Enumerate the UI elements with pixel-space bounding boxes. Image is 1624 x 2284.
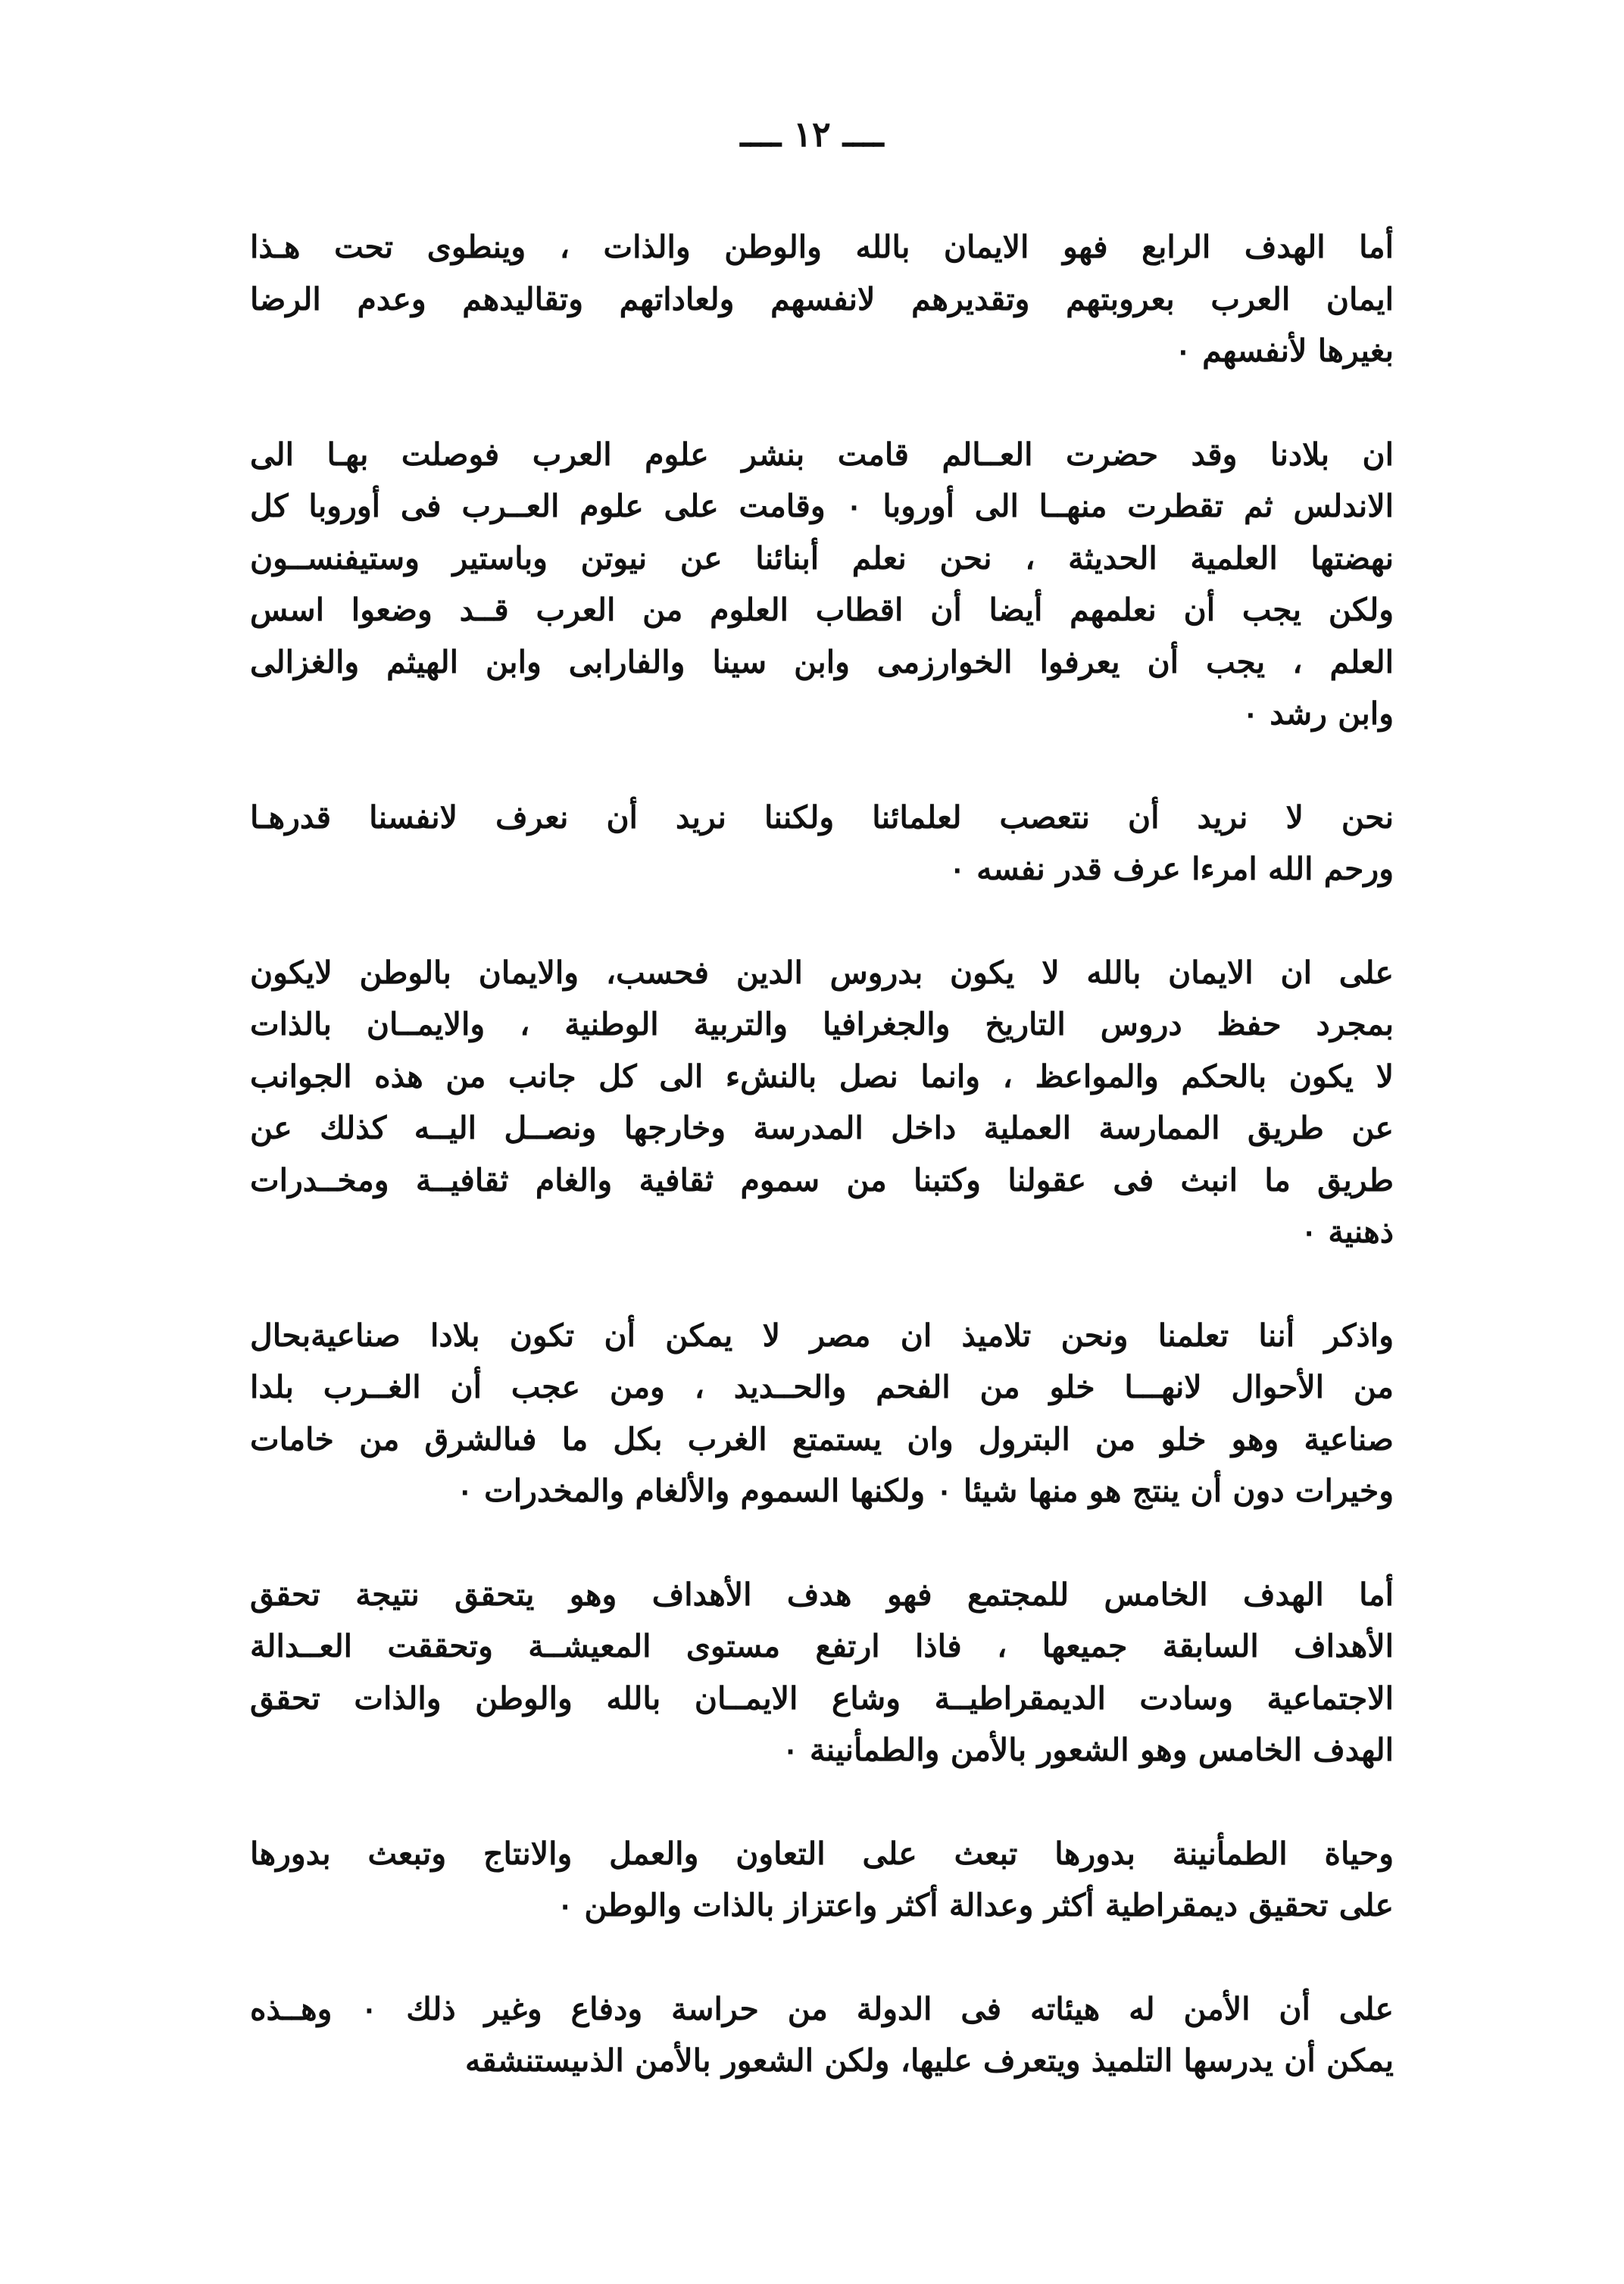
text-line: يمكن أن يدرسها التلميذ ويتعرف عليها، ولكن الشعور بالأمن الذىيستنشقه [465,2042,1394,2079]
text-line: على ان الايمان بالله لا يكون بدروس الدين فحسب، والايمان بالوطن لايكون [250,954,1394,991]
text-line: وابن رشد ٠ [1241,695,1394,732]
paragraph [250,1983,1394,2087]
paragraph [250,947,1394,1258]
text-line: الأهداف السابقة جميعها ، فاذا ارتفع مستوى المعيشــة وتحققت العــدالة [250,1628,1394,1664]
text-line: واذكر أننا تعلمنا ونحن تلاميذ ان مصر لا يمكن أن تكون بلادا صناعيةبحال [250,1317,1394,1354]
text-line: الهدف الخامس وهو الشعور بالأمن والطمأنينة ٠ [782,1732,1394,1768]
body-text [250,221,1394,2139]
text-line: وحياة الطمأنينة بدورها تبعث على التعاون والعمل والانتاج وتبعث بدورها [250,1835,1394,1872]
text-line: الاندلس ثم تقطرت منهــا الى أوروبا ٠ وقامت على علوم العــرب فى أوروبا كل [250,488,1394,524]
text-line: من الأحوال لانهـــا خلو من الفحم والحــديد ، ومن عجب أن الغــرب بلدا [250,1369,1394,1405]
text-line: على تحقيق ديمقراطية أكثر وعدالة أكثر واعتزاز بالذات والوطن ٠ [557,1887,1394,1923]
paragraph [250,1310,1394,1517]
text-line: بمجرد حفظ دروس التاريخ والجغرافيا والتربية الوطنية ، والايمــان بالذات [250,1006,1394,1042]
text-line: صناعية وهو خلو من البترول وان يستمتع الغرب بكل ما فىالشرق من خامات [250,1420,1394,1458]
text-line: عن طريق الممارسة العملية داخل المدرسة وخارجها ونصــل اليــه كذلك عن [250,1110,1394,1146]
text-line: ان بلادنا وقد حضرت العــالم قامت بنشر علوم العرب فوصلت بهـا الى [250,436,1394,473]
text-line: الاجتماعية وسادت الديمقراطيــة وشاع الايمــان بالله والوطن والذات تحقق [250,1679,1394,1717]
text-line: أما الهدف الرابع فهو الايمان بالله والوطن والذات ، وينطوى تحت هـذا [250,229,1394,265]
text-line: العلم ، يجب أن يعرفوا الخوارزمى وابن سينا والفارابى وابن الهيثم والغزالى [250,643,1394,680]
text-line: ايمان العرب بعروبتهم وتقديرهم لانفسهم ولعاداتهم وتقاليدهم وعدم الرضا [250,280,1394,317]
page-number: ــــ ١٢ ــــ [740,114,884,155]
text-line: طريق ما انبث فى عقولنا وكتبنا من سموم ثقافية والغام ثقافيــة ومخــدرات [250,1161,1394,1198]
text-line: ذهنية ٠ [1301,1214,1394,1250]
text-line: على أن الأمن له هيئاته فى الدولة من حراسة ودفاع وغير ذلك ٠ وهــذه [250,1990,1394,2027]
paragraph [250,429,1394,740]
text-line: بغيرها لأنفسهم ٠ [1174,333,1394,369]
text-line: أما الهدف الخامس للمجتمع فهو هدف الأهداف وهو يتحقق نتيجة تحقق [250,1576,1394,1613]
text-line: نهضتها العلمية الحديثة ، نحن نعلم أبنائنا عن نيوتن وباستير وستيفنســون [250,539,1394,576]
text-line: لا يكون بالحكم والمواعظ ، وانما نصل بالنشء الى كل جانب من هذه الجوانب [250,1058,1394,1095]
paragraph [250,221,1394,377]
text-line: وخيرات دون أن ينتج هو منها شيئا ٠ ولكنها السموم والألغام والمخدرات ٠ [456,1473,1394,1509]
text-line: نحن لا نريد أن نتعصب لعلمائنا ولكننا نريد أن نعرف لانفسنا قدرهـا [250,798,1394,836]
paragraph [250,1569,1394,1776]
paragraph [250,792,1394,895]
text-line: ولكن يجب أن نعلمهم أيضا أن اقطاب العلوم من العرب قــد وضعوا اسس [250,592,1394,628]
paragraph [250,1828,1394,1932]
text-line: ورحم الله امرءا عرف قدر نفسه ٠ [948,851,1394,887]
